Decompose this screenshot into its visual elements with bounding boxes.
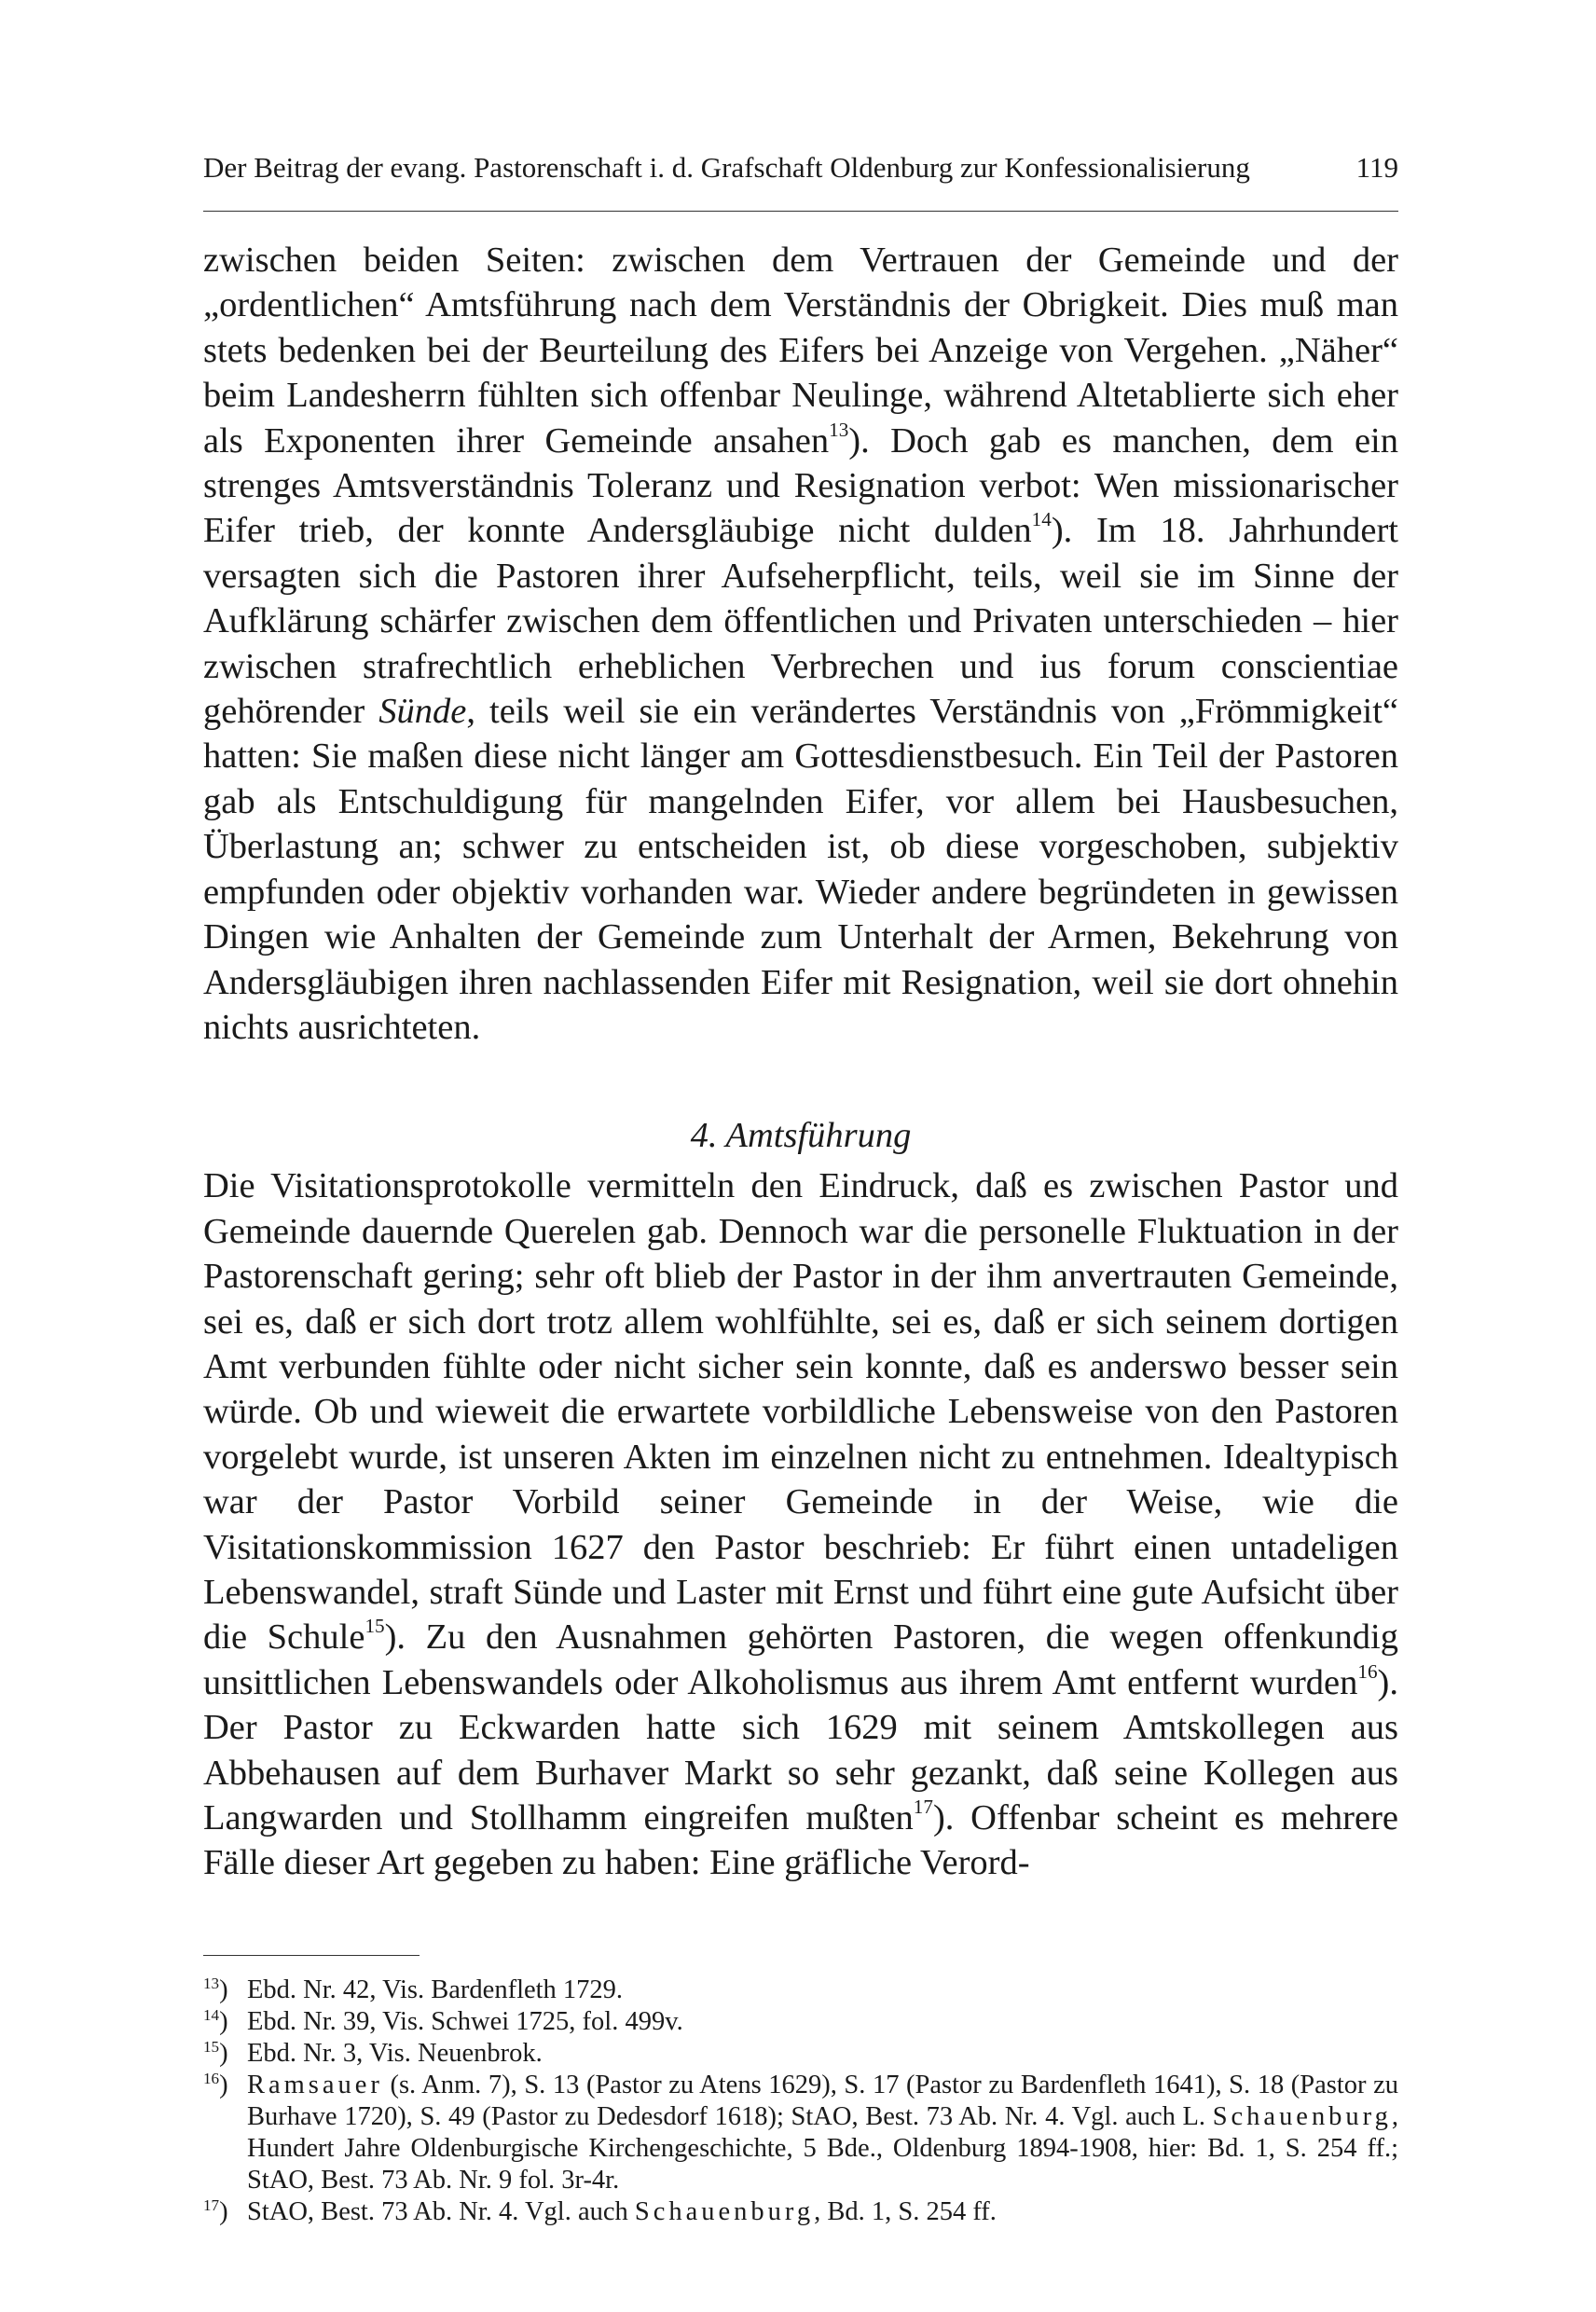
text-run: ). Der Pastor zu Eckwarden hatte sich 1629 mit seinem Amtskollegen aus Abbehausen auf dem Burhaver Markt so sehr gezankt, daß seine Kollegen aus Langwarden und Stollhamm eingreifen mußten (203, 1662, 1398, 1837)
text-run: Die Visitationsprotokolle vermitteln den Eindruck, daß es zwischen Pastor und Gemeinde dauernde Querelen gab. Dennoch war die personelle Fluktuation in der Pastorenschaft gering; sehr oft blieb der Pastor in der ihm anvertrauten Gemeinde, sei es, daß er sich dort trotz allem wohlfühlte, sei es, daß er sich seinem dortigen Amt verbunden fühlte oder nicht sicher sein konnte, daß es anderswo besser sein würde. Ob und wieweit die erwartete vorbildliche Lebensweise von den Pastoren vorgelebt wurde, ist unseren Akten im einzelnen nicht zu entnehmen. Idealtypisch war der Pastor Vorbild seiner Gemeinde in der Weise, wie die Visitationskommission 1627 den Pastor beschrieb: Er führt einen untadeligen Lebenswandel, straft Sünde und Laster mit Ernst und führt eine gute Aufsicht über die Schule (203, 1166, 1398, 1658)
footnote-mark: $^{16}$) (203, 2069, 228, 2099)
author-name: Schauenburg (634, 2196, 815, 2226)
footnote-text: StAO, Best. 73 Ab. Nr. 4. Vgl. auch Schauenburg, Bd. 1, S. 254 ff. (247, 2196, 997, 2226)
footnote-text: Ebd. Nr. 42, Vis. Bardenfleth 1729. (247, 1975, 624, 2004)
footnote-ref-13: 13 (829, 418, 849, 441)
text-run: , teils weil sie ein verändertes Verständnis von „Frömmigkeit“ hatten: Sie maßen diese nicht länger am Gottesdienstbesuch. Ein Teil der Pastoren gab als Entschuldigung für mangelnden Eifer, vor allem bei Hausbesuchen, Überlastung an; schwer zu entscheiden ist, ob diese vorgeschoben, subjektiv empfunden oder objektiv vorhanden war. Wieder andere begründeten in gewissen Dingen wie Anhalten der Gemeinde zum Unterhalt der Armen, Bekehrung von Andersgläubigen ihren nachlassenden Eifer mit Resignation, weil sie dort ohnehin nichts ausrichteten. (203, 692, 1398, 1047)
footnote-divider (203, 1955, 420, 1956)
footnote-13 (203, 1975, 1398, 2006)
emphasis-suende: Sünde (378, 692, 467, 732)
text-run: ). Doch gab es manchen, dem ein strenges Amtsverständnis Toleranz und Resignation verbot: Wen missionarischer Eifer trieb, der konnte Andersgläubige nicht dulden (203, 420, 1399, 551)
footnote-15 (203, 2038, 1398, 2070)
footnote-text: Ebd. Nr. 39, Vis. Schwei 1725, fol. 499v. (247, 2006, 683, 2036)
paragraph-1 (203, 238, 1398, 1050)
page (203, 149, 1398, 2228)
text-run: ). Zu den Ausnahmen gehörten Pastoren, die wegen offenkundig unsittlichen Lebenswandels oder Alkoholismus aus ihrem Amt entfernt wurden (203, 1617, 1398, 1702)
footnote-mark: $^{13}$) (203, 1974, 228, 2004)
paragraph-2 (203, 1163, 1398, 1886)
text-run: ). Offenbar scheint es mehrere Fälle dieser Art gegeben zu haben: Eine gräfliche Verord- (203, 1798, 1398, 1883)
footnote-ref-14: 14 (1031, 508, 1052, 531)
footnote-16 (203, 2070, 1398, 2196)
author-name: Schauenburg (1212, 2101, 1392, 2131)
section-heading: 4. Amtsführung (690, 1116, 912, 1156)
text-run: zwischen beiden Seiten: zwischen dem Vertrauen der Gemeinde und der „ordentlichen“ Amtsführung nach dem Verständnis der Obrigkeit. Dies muß man stets bedenken bei der Beurteilung des Eifers bei Anzeige von Vergehen. „Näher“ beim Landesherrn fühlten sich offenbar Neulinge, während Altetablierte sich eher als Exponenten ihrer Gemeinde ansahen (203, 241, 1398, 461)
footnote-ref-16: 16 (1357, 1659, 1378, 1683)
footnote-text: Ebd. Nr. 3, Vis. Neuenbrok. (247, 2038, 543, 2068)
footnotes (203, 1975, 1398, 2228)
footnote-mark: $^{17}$) (203, 2195, 228, 2226)
running-head (203, 149, 1398, 212)
footnote-14 (203, 2006, 1398, 2038)
main-text (203, 238, 1398, 1886)
footnote-mark: $^{14}$) (203, 2005, 228, 2036)
text-run: ). Im 18. Jahrhundert versagten sich die Pastoren ihrer Aufseherpflicht, teils, weil sie im Sinne der Aufklärung schärfer zwischen dem öffentlichen und Privaten unterschieden – hier zwischen strafrechtlich erheblichen Verbrechen und ius forum conscientiae gehörender (203, 511, 1398, 732)
footnote-mark: $^{15}$) (203, 2037, 228, 2068)
page-number: 119 (1355, 151, 1398, 184)
footnote-17 (203, 2196, 1398, 2228)
footnote-text: Ramsauer (s. Anm. 7), S. 13 (Pastor zu Atens 1629), S. 17 (Pastor zu Bardenfleth 1641), S. 18 (Pastor zu Burhave 1720), S. 49 (Pastor zu Dedesdorf 1618); StAO, Best. 73 Ab. Nr. 4. Vgl. auch L. Schauenburg, Hundert Jahre Oldenburgische Kirchengeschichte, 5 Bde., Oldenburg 1894-1908, hier: Bd. 1, S. 254 ff.; StAO, Best. 73 Ab. Nr. 9 fol. 3r-4r. (247, 2070, 1398, 2195)
footnote-ref-15: 15 (365, 1615, 385, 1638)
author-name: Ramsauer (247, 2070, 383, 2099)
footnote-ref-17: 17 (913, 1796, 933, 1819)
running-head-title: Der Beitrag der evang. Pastorenschaft i. d. Grafschaft Oldenburg zur Konfessionalisierung (203, 151, 1250, 184)
